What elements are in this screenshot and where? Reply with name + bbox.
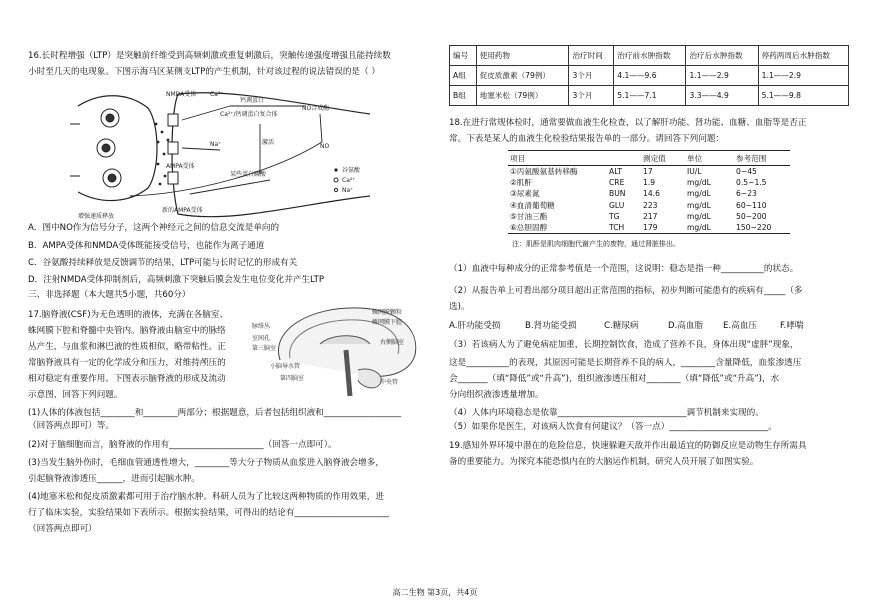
- fig17-label-central-canal: 中央管: [380, 379, 399, 386]
- table-header: 停药两周后水肿指数: [758, 46, 848, 66]
- q19-line2: 备的重要能力。为探究本能恐惧内在的大脑运作机制，研究人员开展了如图实验。: [449, 457, 759, 467]
- blood-test-table: [508, 150, 790, 234]
- table-cell: 60~110: [736, 200, 767, 210]
- q18-sub2a: （2）从报告单上可看出部分项目超出正常范围的指标，初步判断可能患有的疾病有_____（多: [449, 286, 803, 296]
- q17-sub1b: （回答两点即可）等。: [28, 421, 114, 431]
- table-cell: 17: [643, 167, 653, 177]
- fig16-label-new-ampa: 新的AMPA受体: [162, 207, 203, 214]
- fig16-label-release: 增强递质释放: [78, 213, 115, 220]
- q18-option-e: E.高血压: [723, 321, 757, 331]
- table-cell: TG: [609, 211, 620, 221]
- table-header: 编号: [450, 46, 477, 66]
- table-cell: CRE: [609, 178, 625, 188]
- q18-option-c: C.糖尿病: [604, 321, 639, 331]
- section-heading: 三、非选择题（本大题共5小题，共60分）: [28, 290, 191, 300]
- table-cell: 217: [643, 211, 658, 221]
- table-header: 治疗后水肿指数: [686, 46, 758, 66]
- table-cell: GLU: [609, 200, 625, 210]
- table-cell: mg/dL: [685, 222, 734, 234]
- q17-sub4b: 行了临床实验，实验结果如下表所示。根据实验结果，可得出的结论有______________________: [28, 508, 389, 518]
- q18-sub2b: 选)。: [449, 302, 470, 312]
- q18-option-d: D.高血脂: [668, 321, 704, 331]
- fig17-label-foramen: 室间孔: [252, 335, 271, 342]
- table-row: [508, 211, 790, 222]
- page-footer: 高二生物 第3页，共4页: [392, 588, 478, 597]
- table-cell: ⑥总胆固醇: [508, 222, 607, 234]
- q18-sub4: （4）人体内环境稳态是依靠______________________________调节机制来实现的。: [449, 408, 764, 418]
- table-row: [450, 86, 849, 106]
- q17-line4: 常脑脊液具有一定的化学成分和压力，对维持颅压的: [28, 358, 226, 368]
- q18-sub3b: 这是__________的表现，其原因可能是长期营养不良的病人，________含量降低，血浆渗透压: [449, 358, 802, 368]
- drug-trial-table: [449, 45, 849, 106]
- table-cell: ALT: [609, 167, 623, 177]
- table-cell: ④血清葡萄糖: [510, 200, 555, 210]
- fig17-label-third-ventricle: 第三脑室: [252, 345, 277, 352]
- q17-line2: 蛛网膜下腔和脊髓中央管内。脑脊液由脑室中的脉络: [28, 326, 226, 336]
- table-cell: 0.5~1.5: [736, 178, 767, 188]
- fig16-label-ca: Ca²⁺: [210, 91, 224, 98]
- q17-sub3a: (3)当发生脑外伤时，毛细血管通透性增大，________等大分子物质从血浆进入脑脊液会增多，: [28, 458, 384, 468]
- table-row: [508, 188, 790, 199]
- table-cell: 150~220: [734, 222, 790, 234]
- fig16-label-na: Na⁺: [210, 141, 222, 148]
- table-cell: ①丙氨酸氨基转移酶: [510, 167, 578, 177]
- fig16-legend-na: Na⁺: [342, 187, 354, 194]
- q18-sub3c: 会_______（填“降低”或“升高”)，组织液渗透压相对________（填“降低”或“升高”)，水: [449, 374, 780, 384]
- table-header-row: [508, 151, 790, 166]
- fig16-label-no-synthase: NO合成酶: [302, 105, 330, 112]
- fig17-label-subarachnoid: 蛛网膜下腔: [372, 319, 403, 326]
- fig16-label-calmodulin: 钙调蛋白: [240, 97, 265, 104]
- table-cell: BUN: [609, 189, 626, 199]
- table-cell: IU/L: [687, 167, 702, 177]
- ltp-mechanism-figure: [70, 84, 380, 224]
- table-cell: 0~45: [736, 167, 757, 177]
- table-header-row: [450, 46, 849, 66]
- q17-sub4a: (4)地塞米松和促皮质激素都可用于治疗脑水肿。科研人员为了比较这两种物质的作用效果，进: [28, 492, 384, 502]
- table-cell: 223: [643, 200, 658, 210]
- fig17-label-granulation: 蛛网膜颗粒: [372, 309, 403, 316]
- fig16-label-ampa: AMPA受体: [166, 163, 195, 170]
- table-note: 注：肌酐是肌肉细胞代谢产生的废物，通过肾脏排出。: [512, 240, 680, 248]
- table-cell: mg/dL: [687, 200, 711, 210]
- q18-stem-line1: 18.在进行常规体检时，通常要做血液生化检查，以了解肝功能、肾功能、血糖、血脂等是否正: [449, 118, 807, 128]
- table-cell: mg/dL: [687, 211, 711, 221]
- q17-line3: 丛产生，与血浆和淋巴液的性质相似，略带粘性。正: [28, 342, 226, 352]
- table-header: 单位: [685, 151, 734, 166]
- table-header: 项目: [508, 151, 607, 166]
- q16-option-d: D．注射NMDA受体抑制剂后，高频刺激下突触后膜会发生电位变化并产生LTP: [28, 275, 325, 285]
- table-cell: 4.1——9.6: [614, 66, 686, 86]
- table-cell: 5.1——7.1: [614, 86, 686, 106]
- q17-sub1a: (1)人体的体液包括________和________两部分；根据题意，后者包括组织液和__________________: [28, 408, 402, 418]
- fig16-label-complex: Ca²⁺/钙调蛋白复合体: [220, 111, 278, 118]
- fig17-label-right-ventricle: 右侧脑室: [380, 339, 405, 346]
- q16-option-a: A．图中NO作为信号分子，这两个神经元之间的信息交流是单向的: [28, 223, 280, 233]
- table-cell: 促皮质激素（79例）: [476, 66, 569, 86]
- table-cell: 3个月: [569, 66, 614, 86]
- table-cell: 6~23: [736, 189, 757, 199]
- q18-sub5: （5）如果你是医生，对该病人饮食有何建议？（答一点）_______________________。: [449, 422, 777, 432]
- table-header: 参考范围: [734, 151, 790, 166]
- table-cell: TCH: [607, 222, 641, 234]
- fig16-legend-glu: 谷氨酸: [342, 167, 361, 174]
- q17-sub2: (2)对于脑细胞而言，脑脊液的作用有______________________（回答一点即可）。: [28, 440, 337, 450]
- q16-stem-line1: 16.长时程增强（LTP）是突触前纤维受到高频刺激或重复刺激后，突触传递强度增强且能持续数: [28, 51, 391, 61]
- q18-stem-line2: 常。下表是某人的血液生化检验结果报告单的一部分。请回答下列问题：: [449, 134, 725, 144]
- table-cell: A组: [450, 66, 477, 86]
- q16-option-b: B．AMPA受体和NMDA受体既能接受信号，也能作为离子通道: [28, 241, 265, 251]
- table-cell: ⑤甘油三酯: [510, 211, 548, 221]
- table-cell: 5.1——9.8: [758, 86, 848, 106]
- table-cell: 1.1——2.9: [686, 66, 758, 86]
- fig17-label-plexus: 脉络丛: [252, 323, 271, 330]
- table-header: 测定值: [641, 151, 685, 166]
- q17-line5: 相对稳定有重要作用。下图表示脑脊液的形成及流动: [28, 374, 226, 384]
- table-cell: 1.1——2.9: [758, 66, 848, 86]
- fig16-label-no: NO: [320, 143, 330, 150]
- table-cell: mg/dL: [687, 178, 711, 188]
- q17-sub3b: 引起脑脊液渗透压______，进而引起脑水肿。: [28, 474, 200, 484]
- table-header: 治疗时间: [569, 46, 614, 66]
- table-row: [508, 200, 790, 211]
- fig17-label-fourth-ventricle: 第四脑室: [280, 375, 305, 382]
- table-row: [508, 166, 790, 178]
- q18-option-a: A.肝功能受损: [449, 321, 501, 331]
- q17-sub4c: （回答两点即可）: [28, 524, 97, 534]
- table-header-blank: [607, 151, 641, 166]
- fig16-label-phospho: 某些蛋白磷酸: [230, 171, 267, 178]
- q17-line6: 示意图，回答下列问题。: [28, 390, 123, 400]
- fig16-label-activate: 激活: [262, 139, 275, 146]
- fig17-label-aqueduct: 小脑导水管: [270, 363, 301, 370]
- q16-option-c: C．谷氨酸持续释放是反馈调节的结果，LTP可能与长时记忆的形成有关: [28, 258, 298, 268]
- table-row: [450, 66, 849, 86]
- q19-line1: 19.感知外界环境中潜在的危险信息，快速躲避天敌并作出最适宜的防御反应是动物生存所需具: [449, 441, 807, 451]
- q18-sub1: （1）血液中每种成分的正常参考值是一个范围，这说明：稳态是指一种__________的状态。: [449, 264, 799, 274]
- table-header: 治疗前水肿指数: [614, 46, 686, 66]
- table-cell: 1.9: [643, 178, 656, 188]
- q16-stem-line2: 小时至几天的电现象。下图示海马区某侧支LTP的产生机制，针对该过程的说法错误的是（ ）: [28, 67, 380, 77]
- table-cell: 地塞米松（79例）: [476, 86, 569, 106]
- q17-line1: 17.脑脊液(CSF)为无色透明的液体，充满在各脑室、: [28, 310, 229, 320]
- table-cell: 179: [641, 222, 685, 234]
- table-cell: B组: [450, 86, 477, 106]
- table-row: [508, 222, 790, 234]
- csf-brain-figure: [250, 300, 435, 400]
- q18-sub3a: （3）若该病人为了避免病症加重，长期控制饮食，造成了营养不良，身体出现“虚胖”现象，: [449, 340, 799, 350]
- table-cell: 3个月: [569, 86, 614, 106]
- q18-option-b: B.肾功能受损: [525, 321, 577, 331]
- table-header: 使用药物: [476, 46, 569, 66]
- table-cell: 50~200: [736, 211, 767, 221]
- table-cell: mg/dL: [687, 189, 711, 199]
- table-cell: 3.3——4.9: [686, 86, 758, 106]
- q18-sub3d: 分向组织液渗透量增加。: [449, 390, 544, 400]
- table-cell: 14.6: [643, 189, 660, 199]
- table-cell: ③尿素氮: [510, 189, 540, 199]
- q18-option-f: F.哮喘: [780, 321, 804, 331]
- fig16-legend-ca: Ca²⁺: [342, 177, 356, 184]
- table-row: [508, 177, 790, 188]
- fig16-label-nmda: NMDA受体: [166, 91, 197, 98]
- table-cell: ②肌酐: [510, 178, 532, 188]
